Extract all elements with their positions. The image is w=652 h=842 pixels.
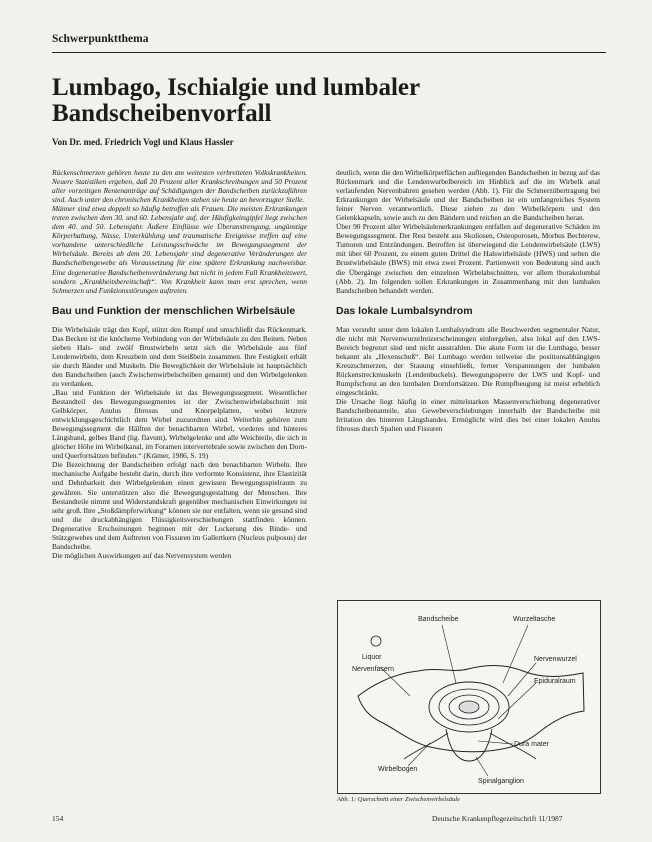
body-paragraph: Die Ursache liegt häufig in einer mittelstarken Massenverschiebung degenerativer Bandscheibenanteile, also Gewebeverschiebungen innerhalb der Bandscheibe mit Irritation des hinteren Längsbandes. Ermöglicht wird dies bei einer lokalen Anulus fibrosus durch Spalten und Fissuren	[336, 397, 600, 434]
label-liquor: Liquor	[362, 654, 382, 661]
body-paragraph: Man versteht unter dem lokalen Lumbalsyndrom alle Beschwerden segmentaler Natur, die nicht mit Nervenwurzelreizerscheinungen einhergehen, also lokal auf den LWS-Bereich begrenzt sind und nicht ausstrahlen. Die akute Form ist die Lumbago, besser bekannt als „Hexenschuß“. Bei Lumbago werden teilweise die positionsabhängigen Kreuzschmerzen, der Stauung einsehließt, ferner Verspannungen der lumbalen Rückenstreckmuskeln (Lendenbuckels). Bewegungssperre der LWS und Kopf- und Rumpfschonz an den lumbalen Dornfortsätzen. Die Rumpfbeugung ist meist erheblich eingeschränkt.	[336, 324, 600, 397]
label-spinalganglion: Spinalganglion	[478, 778, 524, 785]
label-dura-mater: Dura mater	[514, 741, 550, 748]
label-wurzeltasche: Wurzeltasche	[513, 616, 556, 623]
body-paragraph: Über 90 Prozent aller Wirbelsäulenerkrankungen entfallen auf degenerative Schäden im Bewegungssegment. Der Rest besteht aus Skoliosen, Osteoporosen, Morbus Bechterew, Tumoren und Entzündungen. Betroffen ist überwiegend die Lendenwirbelsäule (LWS) mit über 60 Prozent, zu einem guten Drittel die Halswirbelsäule (HWS) und selten die Brustwirbelsäule (BWS) mit etwa zwei Prozent. Partienweit von Bedeutung sind auch die Übergänge zwischen den einzelnen Wirbelabschnitten, vor allem thorakolumbal (Abb. 2). Im folgenden sollen Erkrankungen in Zusammenhang mit den lumbalen Bandscheiben behandelt werden.	[336, 222, 600, 295]
lead-paragraph-2: Männer sind etwa doppelt so häufig betroffen als Frauen. Die meisten Erkrankungen treten zwischen dem 30. und 60. Lebensjahr auf, der Häufigkeitsgipfel liegt zwischen dem 40. und 50. Lebensjahr. Äußere Einflüsse wie Überanstrengung, ungünstige Körperhaltung, Nässe, Unterkühlung und traumatische Ereignisse treffen auf eine vorhandene unterschiedliche Leistungsschwäche im Bewegungssegment der Wirbelsäule. Bereits ab dem 20. Lebensjahr sind degenerative Veränderungen der Bandscheibengewebe als Voraussetzung für eine spätere Erkrankung nachweisbar. Eine degenerative Bandscheibenveränderung hat nicht in jedem Fall Krankheitswert, sondern „Krankheitsbereitschaft“. Von Krankheit kann man erst sprechen, wenn Schmerzen und Funktionsstörungen auftreten.	[52, 204, 307, 295]
liquor-icon	[371, 636, 381, 646]
body-paragraph: Die Wirbelsäule trägt den Kopf, stützt den Rumpf und umschließt das Rückenmark. Das Becken ist die knöcherne Verbindung von der Wirbelsäule zu den Beinen. Neben sieben Hals- und zwölf Brustwirbeln setzt sich die Wirbelsäule aus fünf Lendenwirbeln, dem Kreuzbein und dem Steißbein zusammen. Ihre Festigkeit erhält sie durch Bänder und Muskeln. Die Beweglichkeit der Wirbelsäule ist hauptsächlich den Bandscheiben (auch Zwischenwirbelscheiben genannt) und den Wirbelgelenken zu verdanken.	[52, 324, 307, 388]
figure-caption: Abb. 1: Querschnitt einer Zwischenwirbelsäule	[337, 796, 460, 803]
page-number: 154	[52, 814, 64, 823]
leader-line	[503, 625, 528, 683]
journal-citation: Deutsche Krankenpflegezeitschrift 11/1987	[432, 814, 563, 823]
article-authors: Von Dr. med. Friedrich Vogl und Klaus Hassler	[52, 137, 234, 147]
figure-spine-cross-section	[337, 600, 601, 794]
body-paragraph: Die Bezeichnung der Bandscheiben erfolgt nach den benachbarten Wirbeln. Ihre mechanische Aufgabe besteht darin, durch ihre verformte Konsistenz, ihre Elastizität und Dehnbarkeit den Wirbelgelenken einen gewissen Bewegungsspielraum zu gewähren. Sie unterstützen also die Bewegungsgestaltung der Menschen. Ihre Bestandteile nimmt und Widerstandskraft gegenüber mechanischen Einwirkungen ist sehr groß. Ihre „Stoßdämpferwirkung“ können sie nur entfalten, wenn sie gesund sind und die druckabhängigen Flüssigkeitsverschiebungen stattfinden können. Degenerative Erscheinungen beginnen mit der Lockerung des Binde- und Stützgewebes und dem Auftreten von Fissuren im Gallertkern (Nucleus pulposus) der Bandscheibe.	[52, 460, 307, 551]
label-nervenwurzel: Nervenwurzel	[534, 656, 577, 663]
article-title	[52, 75, 612, 127]
body-paragraph: deutlich, wenn die den Wirbelkörperflächen aufliegenden Bandscheiben in bezug auf das Rückenmark und die Lendenwurbelbereich im Hinblick auf die im Wirbelk anal verlaufenden Nervenbahren gesehen werden (Abb. 1). Für die Schmerzübertragung bei Erkrankungen der Wirbelsäule und der Bandscheiben ist ein umfangreiches System feiner Nerven verantwortlich. Diese ziehen zu den Wirbelkörpern und den Gelenkkapseln, sowie auch zu den Bändern und reichen an die Bandscheiben heran.	[336, 168, 600, 223]
label-epiduralraum: Epiduralraum	[534, 678, 576, 685]
left-column	[52, 168, 307, 808]
header-rule	[52, 52, 606, 53]
label-wirbelbogen: Wirbelbogen	[378, 766, 418, 773]
leader-line	[498, 683, 536, 719]
title-line-1: Lumbago, Ischialgie und lumbaler	[52, 74, 421, 101]
body-paragraph: Die möglichen Auswirkungen auf das Nervensystem werden	[52, 550, 232, 560]
left-nerve-root	[404, 733, 448, 759]
label-nervenfasern: Nervenfasern	[352, 666, 395, 673]
body-paragraph: „Bau und Funktion der Wirbelsäule ist das Bewegungssegment. Wesentlicher Bestandteil des Bewegungssegmentes ist der Zwischenwirbelabschnitt mit Gelbkörper, Anulus fibrosus und Knorpelplatten, wobei letztere entwicklungsgeschichtlich dem Wirbel zuzuordnen sind. Weiterhin gehören zum Bewegungssegment die Hälften der benachbarten Wirbel, vorderes und hinteres Längsband, gelbes Band (lig. flavum), Wirbelgelenke und alle Weichteile, die sich in gleicher Höhe im Wirbelkanal, im Foramen intervertebrale sowie zwischen den Dorn- und Querfortsätzen befinden.“ (Krämer, 1986, S. 19)	[52, 387, 307, 461]
leader-line	[442, 625, 456, 683]
label-bandscheibe: Bandscheibe	[418, 616, 459, 623]
title-line-2: Bandscheibenvorfall	[52, 100, 272, 127]
spinal-canal	[446, 729, 492, 761]
lead-paragraph-1: Rückenschmerzen gehören heute zu den am weitesten verbreiteten Volkskrankheiten. Neuere Statistiken ergeben, daß 20 Prozent aller Krankschreibungen und 50 Prozent aller vorzeitigen Rentenanträge auf Schädigungen der Bandscheiben zurückzuführen sind. Auch unter den chronischen Krankheiten stehen sie heute an bevorzugter Stelle.	[52, 168, 307, 205]
disc-nucleus	[459, 701, 479, 713]
right-column	[336, 168, 600, 433]
section-heading-anatomy: Bau und Funktion der menschlichen Wirbelsäule	[52, 304, 296, 317]
section-label: Schwerpunktthema	[52, 33, 149, 45]
leader-line	[476, 757, 488, 776]
section-heading-lumbar: Das lokale Lumbalsyndrom	[336, 304, 473, 317]
spine-diagram	[338, 601, 600, 793]
